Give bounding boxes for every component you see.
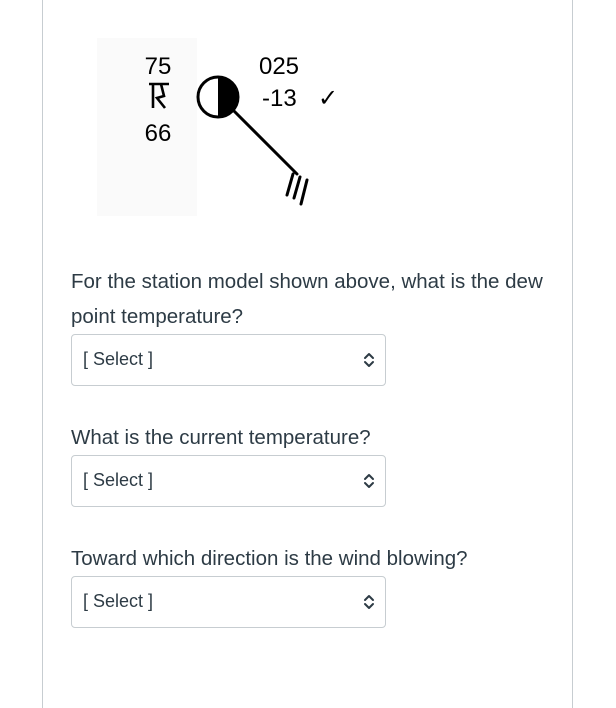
pressure-tendency-label: -13 [262, 85, 297, 112]
chevron-updown-icon [363, 473, 375, 489]
question-2-select-value: [ Select ] [83, 470, 154, 490]
question-1-text: For the station model shown above, what is the dew point temperature? [71, 270, 543, 328]
wind-barb-icon [233, 110, 307, 204]
question-3-select[interactable] [71, 576, 386, 628]
dew-point-label: 66 [144, 120, 172, 147]
question-1-select-value: [ Select ] [83, 349, 154, 369]
station-model-figure [97, 38, 339, 218]
pressure-label: 025 [258, 53, 300, 80]
quiz-question-card [42, 0, 573, 708]
station-model-svg [97, 38, 339, 218]
chevron-updown-icon [363, 594, 375, 610]
question-2-select[interactable] [71, 455, 386, 507]
question-1-select[interactable] [71, 334, 386, 386]
chevron-updown-icon [363, 352, 375, 368]
temperature-label: 75 [144, 53, 172, 80]
question-3-text: Toward which direction is the wind blowing? [71, 547, 468, 570]
pressure-tendency-symbol: ✓ [318, 85, 339, 112]
question-2-text: What is the current temperature? [71, 426, 371, 449]
question-3-select-value: [ Select ] [83, 591, 154, 611]
